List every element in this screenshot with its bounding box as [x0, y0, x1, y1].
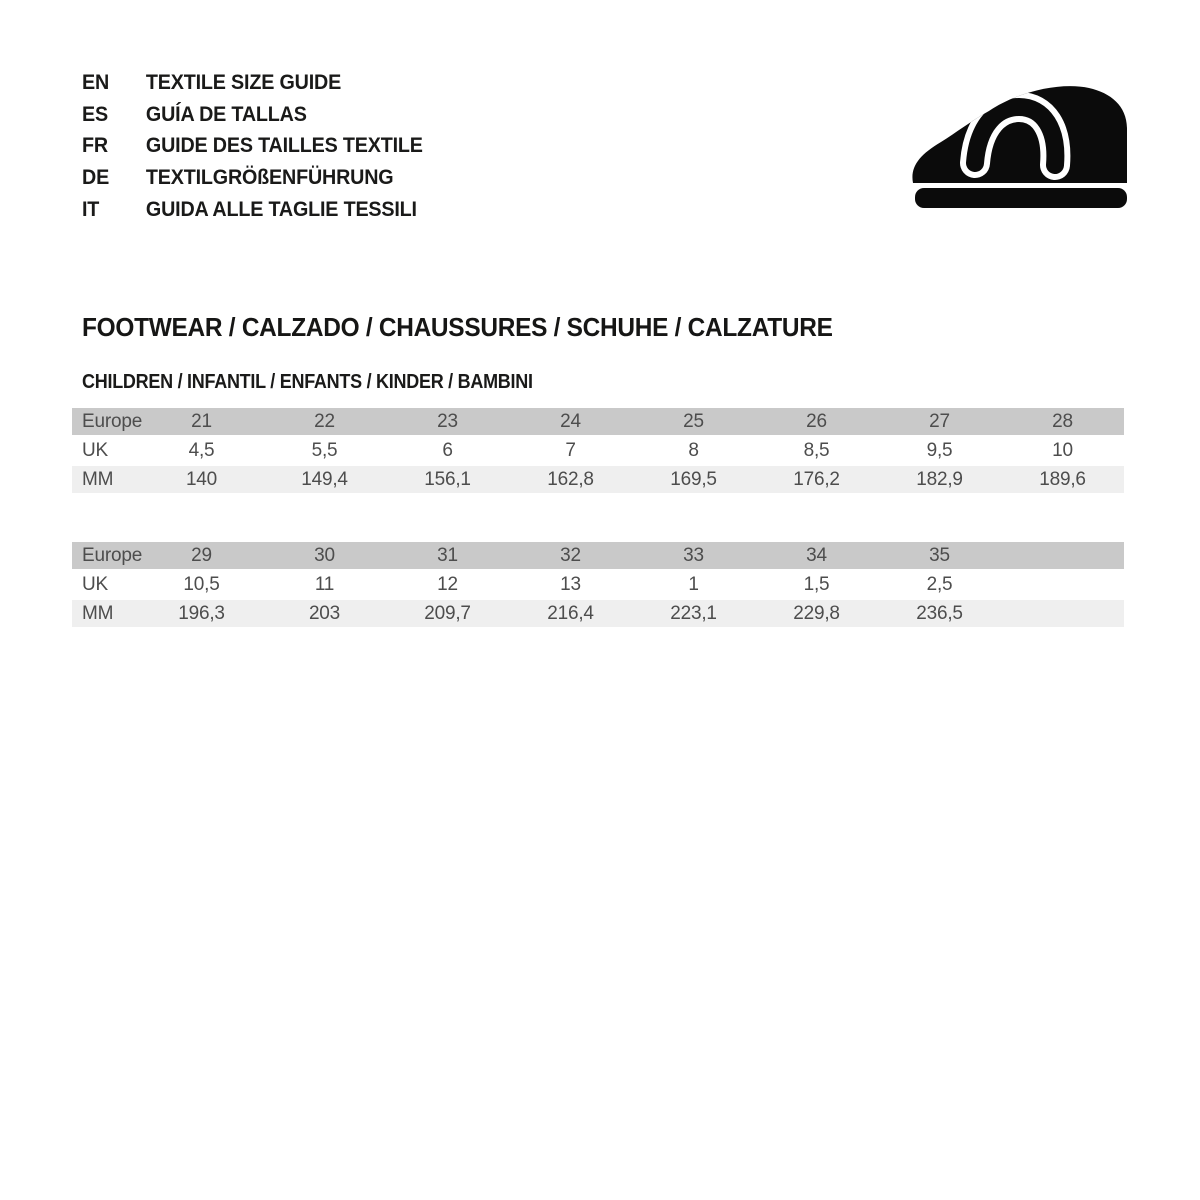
row-label: UK: [82, 573, 108, 595]
size-cell: 8,5: [803, 439, 830, 461]
language-code: IT: [82, 197, 100, 221]
size-cell: 9,5: [926, 439, 953, 461]
children-shoe-icon: [905, 85, 1135, 210]
size-cell: 182,9: [916, 468, 963, 490]
size-cell: 25: [683, 410, 704, 432]
size-cell: 23: [437, 410, 458, 432]
size-cell: 35: [929, 544, 950, 566]
size-cell: 29: [191, 544, 212, 566]
size-row-europe: [72, 408, 1124, 435]
size-cell: 6: [442, 439, 453, 461]
row-label: Europe: [82, 544, 143, 566]
size-cell: 30: [314, 544, 335, 566]
language-title: GUIDE DES TAILLES TEXTILE: [145, 134, 423, 158]
row-label: MM: [82, 602, 114, 624]
language-title-list: [82, 67, 423, 226]
language-row-fr: [82, 130, 423, 162]
size-cell: 21: [191, 410, 212, 432]
row-label: UK: [82, 439, 108, 461]
size-cell: 1: [688, 573, 699, 595]
size-cell: 2,5: [926, 573, 953, 595]
language-row-it: [82, 194, 423, 226]
size-cell: 8: [688, 439, 699, 461]
language-code: ES: [82, 102, 108, 126]
size-cell: 196,3: [178, 602, 225, 624]
row-label: MM: [82, 468, 114, 490]
language-code: FR: [82, 134, 108, 158]
size-cell: 10: [1052, 439, 1073, 461]
language-title: TEXTILGRÖßENFÜHRUNG: [145, 166, 394, 190]
language-code: EN: [82, 71, 110, 94]
size-cell: 203: [308, 602, 341, 624]
section-title-footwear: FOOTWEAR / CALZADO / CHAUSSURES / SCHUHE / CALZATURE: [82, 312, 833, 342]
language-row-de: [82, 162, 423, 194]
size-row-uk: [72, 571, 1124, 598]
size-cell: 12: [437, 573, 458, 595]
size-cell: 7: [565, 439, 576, 461]
size-row-mm: [72, 600, 1124, 627]
size-cell: 24: [560, 410, 581, 432]
language-title: TEXTILE SIZE GUIDE: [145, 71, 342, 94]
size-cell: 5,5: [311, 439, 338, 461]
size-cell: 4,5: [188, 439, 215, 461]
language-title: GUÍA DE TALLAS: [145, 102, 307, 126]
size-cell: 209,7: [424, 602, 471, 624]
size-cell: 176,2: [793, 468, 840, 490]
size-cell: 27: [929, 410, 950, 432]
size-cell: 216,4: [547, 602, 594, 624]
size-cell: 22: [314, 410, 335, 432]
size-cell: 1,5: [803, 573, 830, 595]
size-cell: 189,6: [1039, 468, 1086, 490]
size-row-mm: [72, 466, 1124, 493]
language-row-en: [82, 67, 423, 99]
size-table-29-35: [72, 542, 1124, 629]
language-row-es: [82, 99, 423, 131]
size-cell: 149,4: [301, 468, 348, 490]
size-cell: 140: [185, 468, 218, 490]
size-cell: 33: [683, 544, 704, 566]
size-cell: 156,1: [424, 468, 471, 490]
row-label: Europe: [82, 410, 143, 432]
size-cell: 26: [806, 410, 827, 432]
size-cell: 229,8: [793, 602, 840, 624]
size-cell: 11: [314, 573, 335, 595]
size-cell: 162,8: [547, 468, 594, 490]
size-cell: 28: [1052, 410, 1073, 432]
size-cell: 10,5: [183, 573, 220, 595]
size-row-uk: [72, 437, 1124, 464]
language-code: DE: [82, 166, 110, 190]
size-cell: 169,5: [670, 468, 717, 490]
size-table-21-28: [72, 408, 1124, 495]
section-subtitle-children: CHILDREN / INFANTIL / ENFANTS / KINDER / BAMBINI: [82, 371, 533, 393]
size-cell: 236,5: [916, 602, 963, 624]
size-cell: 34: [806, 544, 827, 566]
size-cell: 31: [437, 544, 458, 566]
size-row-europe: [72, 542, 1124, 569]
size-cell: 32: [560, 544, 581, 566]
size-cell: 13: [560, 573, 581, 595]
language-title: GUIDA ALLE TAGLIE TESSILI: [145, 197, 417, 221]
size-cell: 223,1: [670, 602, 717, 624]
